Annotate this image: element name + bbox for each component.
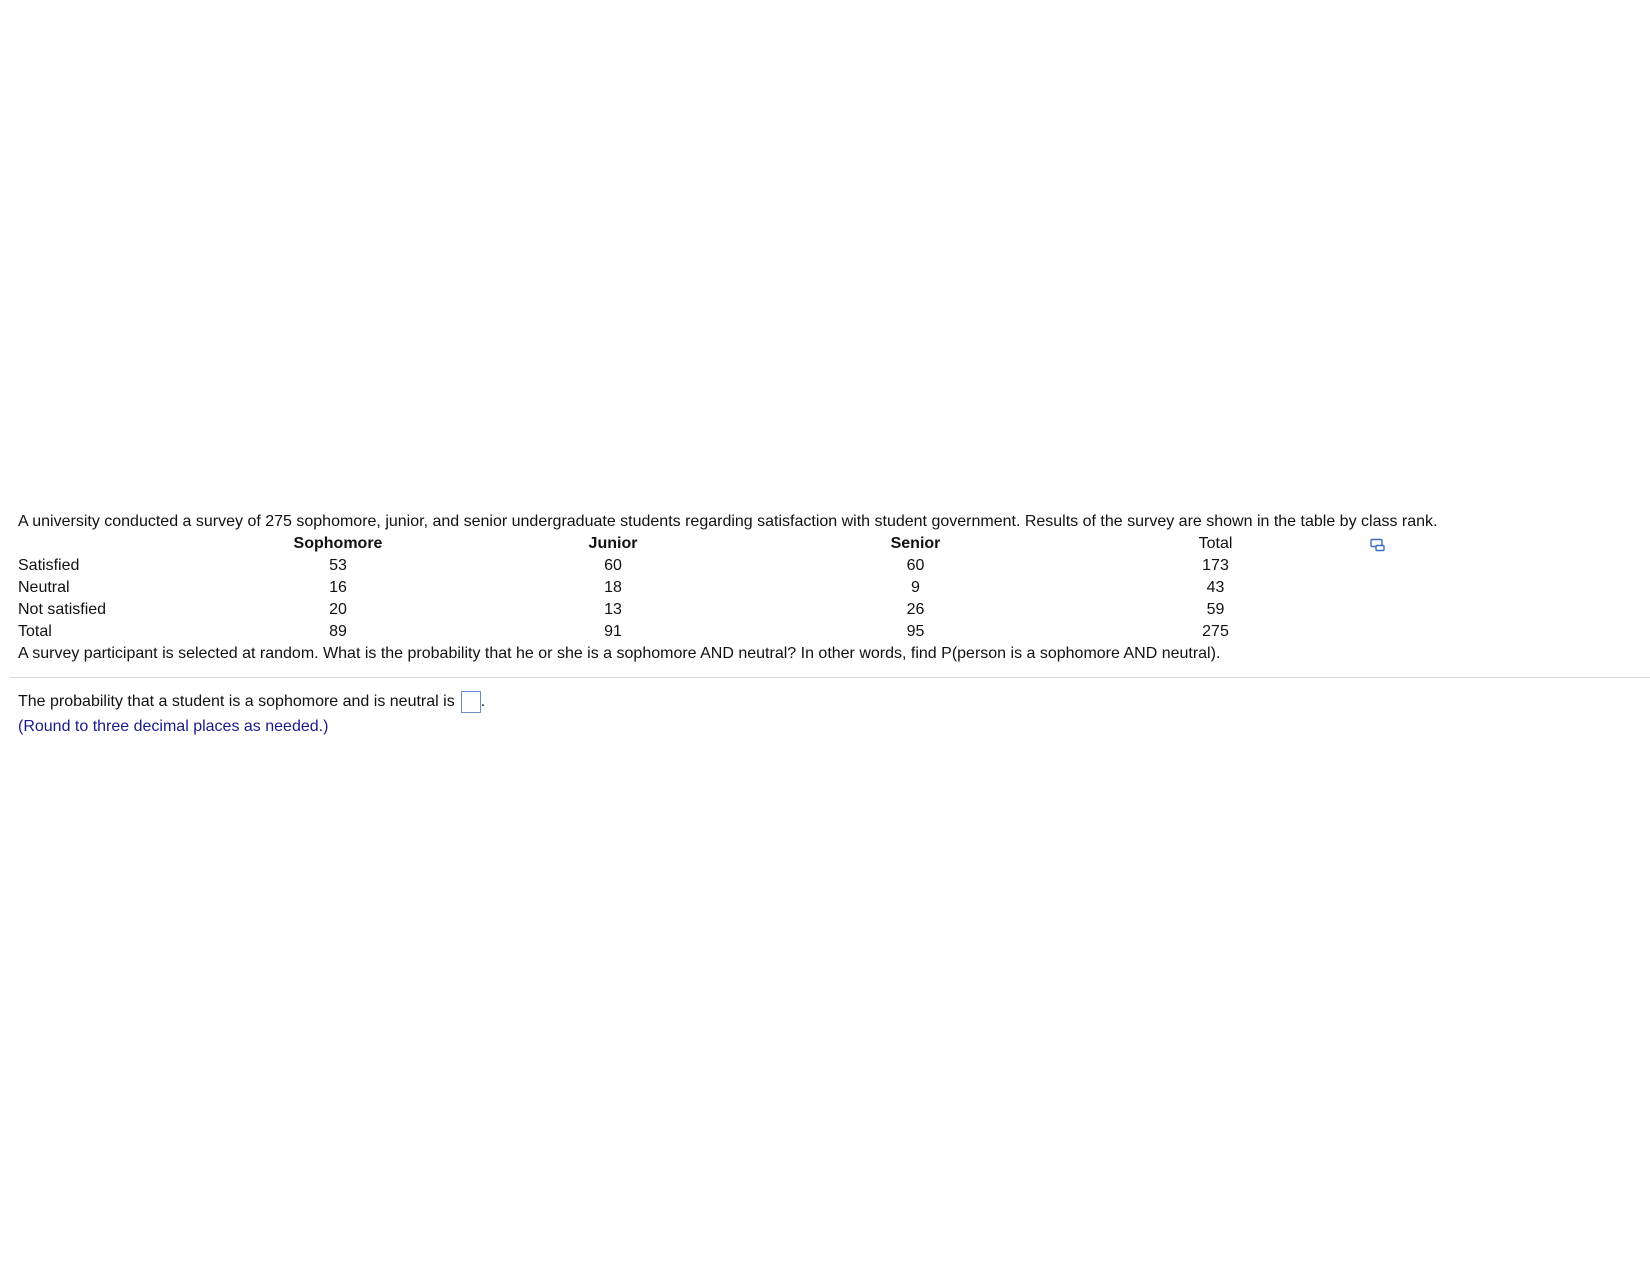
answer-suffix: . xyxy=(480,693,486,710)
table-cell: 275 xyxy=(1202,623,1229,640)
table-header-total: Total xyxy=(1198,535,1233,552)
table-header-senior: Senior xyxy=(890,535,941,552)
table-row xyxy=(18,599,1368,621)
rounding-hint: (Round to three decimal places as needed.) xyxy=(18,718,329,735)
table-row xyxy=(18,577,1368,599)
table-cell: 60 xyxy=(906,557,925,574)
divider xyxy=(10,677,1650,678)
table-cell: 13 xyxy=(604,601,622,618)
row-label: Not satisfied xyxy=(18,601,107,618)
table-cell: 89 xyxy=(329,623,347,640)
answer-prompt: The probability that a student is a sophomore and is neutral is xyxy=(18,693,455,710)
answer-line xyxy=(18,690,485,714)
table-cell: 173 xyxy=(1202,557,1229,574)
survey-table xyxy=(18,533,1368,643)
table-header-row xyxy=(18,533,1368,555)
table-cell: 59 xyxy=(1206,601,1225,618)
table-header-junior: Junior xyxy=(588,535,638,552)
table-row xyxy=(18,621,1368,643)
table-header-corner xyxy=(18,533,218,555)
row-label: Satisfied xyxy=(18,557,80,574)
row-label: Neutral xyxy=(18,579,70,596)
expand-data-icon[interactable] xyxy=(1370,538,1386,552)
table-cell: 26 xyxy=(906,601,925,618)
table-cell: 60 xyxy=(604,557,622,574)
table-cell: 95 xyxy=(906,623,925,640)
table-cell: 16 xyxy=(329,579,347,596)
question-intro: A university conducted a survey of 275 sophomore, junior, and senior undergraduate students regarding satisfaction with student government. Results of the survey are shown in the table by class rank. xyxy=(18,513,1438,530)
table-cell: 91 xyxy=(604,623,622,640)
answer-input[interactable] xyxy=(461,691,481,713)
table-cell: 43 xyxy=(1206,579,1225,596)
table-row xyxy=(18,555,1368,577)
table-cell: 18 xyxy=(604,579,622,596)
table-cell: 53 xyxy=(329,557,347,574)
table-cell: 20 xyxy=(329,601,347,618)
row-label: Total xyxy=(18,623,52,640)
table-cell: 9 xyxy=(911,579,920,596)
question-follow-up: A survey participant is selected at random. What is the probability that he or she is a sophomore AND neutral? In other words, find P(person is a sophomore AND neutral). xyxy=(18,645,1221,662)
table-header-sophomore: Sophomore xyxy=(293,535,383,552)
